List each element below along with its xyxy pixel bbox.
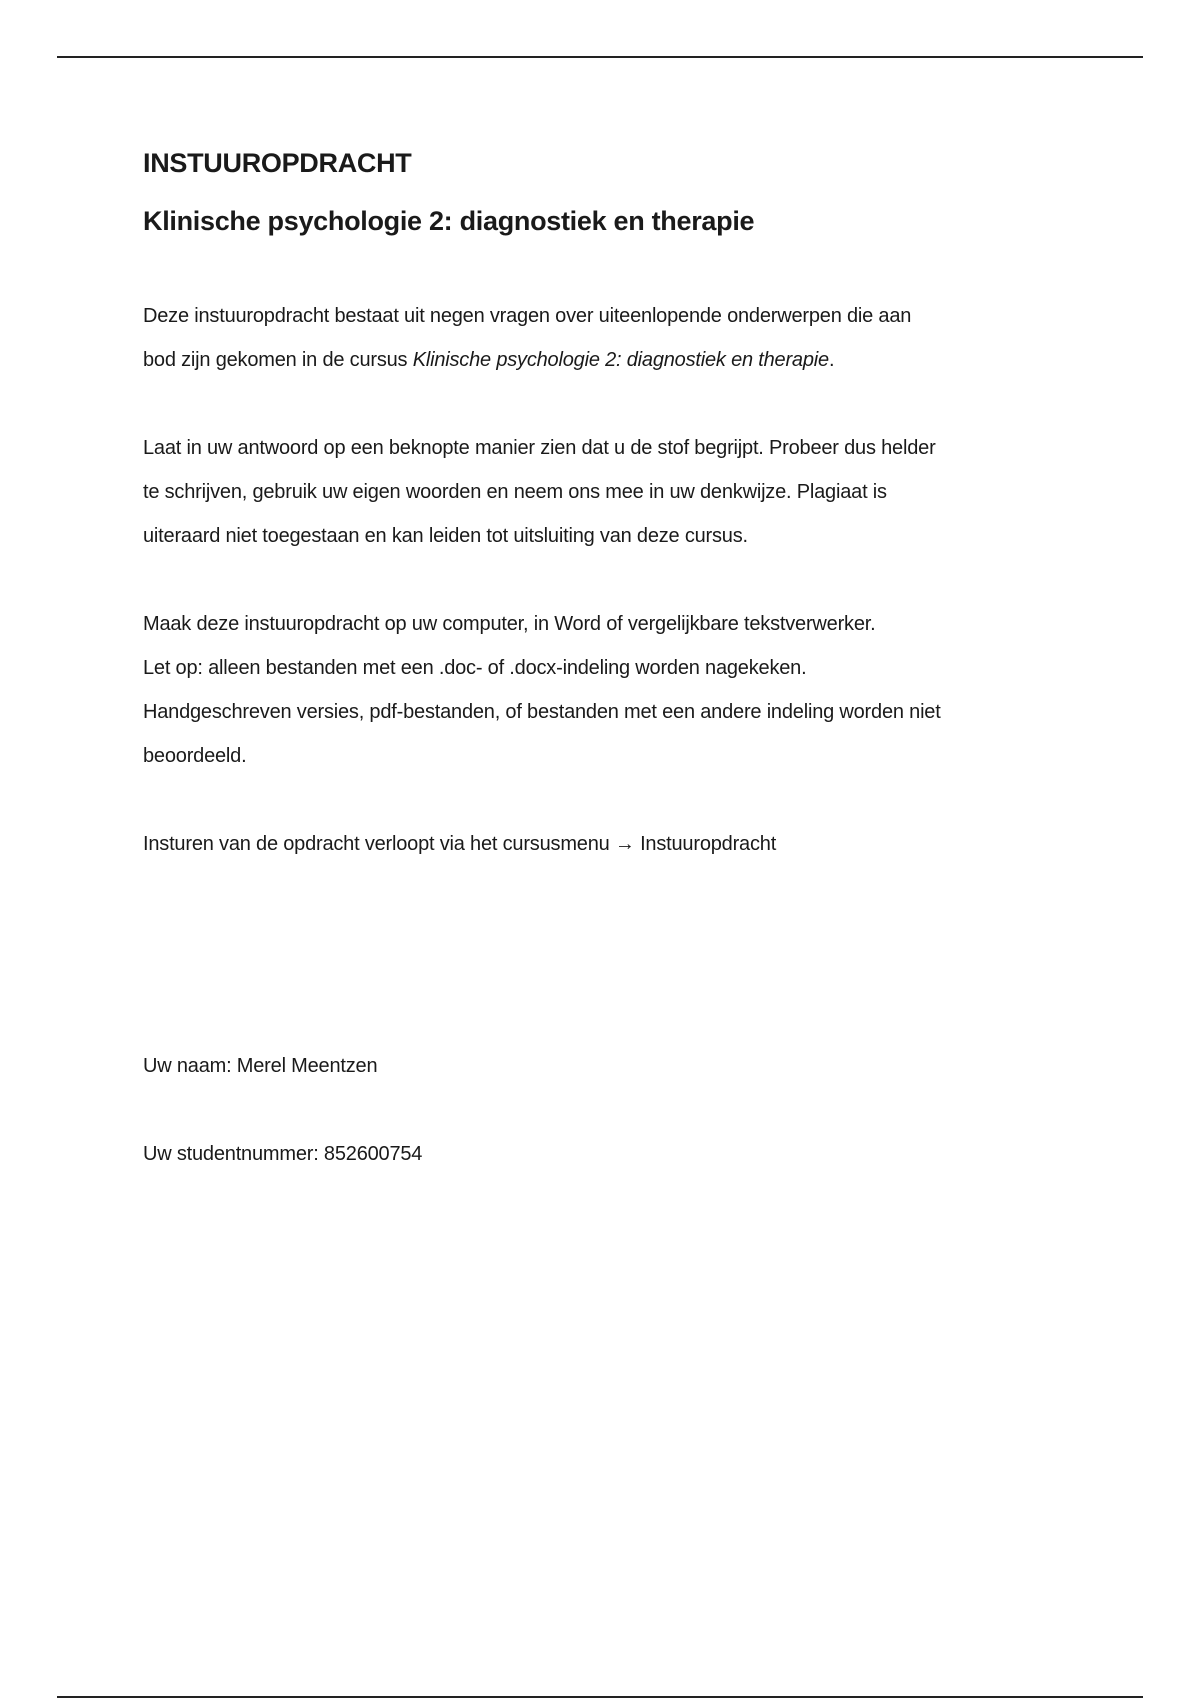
submission-text: Insturen van de opdracht verloopt via het cursusmenu xyxy=(143,833,615,855)
intro-line xyxy=(143,338,1073,382)
format-line: Handgeschreven versies, pdf-bestanden, of bestanden met een andere indeling worden niet xyxy=(143,701,941,723)
student-name-value: Merel Meentzen xyxy=(236,1055,378,1077)
intro-text: bod zijn gekomen in de cursus xyxy=(143,349,413,371)
document-body xyxy=(143,146,1073,1176)
student-number-label: Uw studentnummer: xyxy=(143,1143,324,1165)
submission-paragraph xyxy=(143,822,1073,866)
instructions-paragraph xyxy=(143,426,1073,558)
instructions-line: te schrijven, gebruik uw eigen woorden en neem ons mee in uw denkwijze. Plagiaat is xyxy=(143,481,887,503)
student-name xyxy=(143,1044,1073,1088)
format-paragraph xyxy=(143,602,1073,778)
intro-period: . xyxy=(828,349,835,371)
student-name-label: Uw naam: xyxy=(143,1055,237,1077)
intro-line: Deze instuuropdracht bestaat uit negen vragen over uiteenlopende onderwerpen die aan xyxy=(143,305,912,327)
student-number-value: 852600754 xyxy=(323,1143,423,1165)
document-title: INSTUUROPDRACHT xyxy=(143,148,412,178)
intro-paragraph xyxy=(143,294,1073,382)
format-line: Maak deze instuuropdracht op uw computer, in Word of vergelijkbare tekstverwerker. xyxy=(143,613,876,635)
instructions-line: uiteraard niet toegestaan en kan leiden tot uitsluiting van deze cursus. xyxy=(143,525,748,547)
course-name-italic: Klinische psychologie 2: diagnostiek en therapie xyxy=(412,349,829,371)
bottom-divider xyxy=(57,1696,1143,1698)
course-title: Klinische psychologie 2: diagnostiek en therapie xyxy=(143,206,755,236)
instructions-line: Laat in uw antwoord op een beknopte manier zien dat u de stof begrijpt. Probeer dus helder xyxy=(143,437,936,459)
format-line: beoordeeld. xyxy=(143,745,247,767)
top-divider xyxy=(57,56,1143,58)
arrow-right-icon: → xyxy=(614,833,635,855)
submission-target: Instuuropdracht xyxy=(634,833,777,855)
student-number xyxy=(143,1132,1073,1176)
format-line: Let op: alleen bestanden met een .doc- of .docx-indeling worden nagekeken. xyxy=(143,657,807,679)
